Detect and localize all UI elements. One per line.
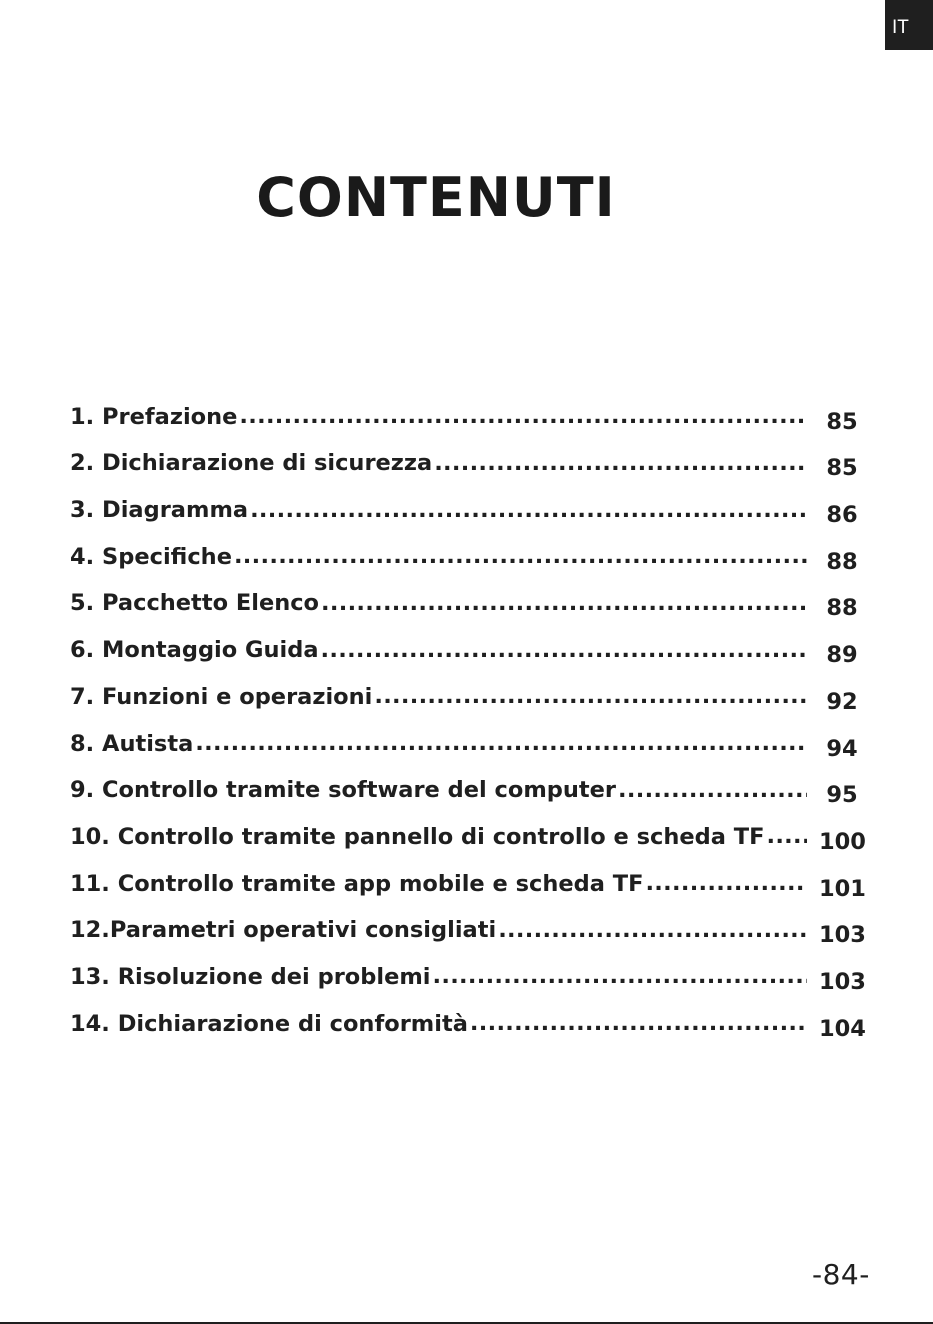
toc-leader-dots xyxy=(431,962,808,992)
toc-entry[interactable] xyxy=(70,805,866,855)
toc-entry[interactable] xyxy=(70,945,866,995)
toc-leader-dots xyxy=(468,1009,807,1039)
toc-entry-page: 94 xyxy=(826,735,858,762)
toc-entry-label: 8. Autista xyxy=(70,730,194,757)
toc-entry-page: 86 xyxy=(826,502,858,529)
toc-entry[interactable] xyxy=(70,665,865,715)
toc-entry[interactable] xyxy=(70,385,865,435)
toc-entry[interactable] xyxy=(70,525,865,575)
toc-leader-dots xyxy=(372,682,807,712)
toc-leader-dots xyxy=(764,822,807,852)
toc-entry-page: 101 xyxy=(819,875,866,902)
toc-entry-page: 85 xyxy=(826,455,858,482)
toc-leader-dots xyxy=(237,402,807,432)
table-of-contents xyxy=(70,385,866,1042)
toc-leader-dots xyxy=(248,495,807,525)
toc-entry-label: 2. Dichiarazione di sicurezza xyxy=(70,450,433,477)
toc-entry-label: 10. Controllo tramite pannello di controllo e scheda TF xyxy=(70,823,765,850)
toc-entry-page: 89 xyxy=(826,642,858,669)
toc-entry-page: 88 xyxy=(826,595,858,622)
toc-entry-label: 7. Funzioni e operazioni xyxy=(70,683,373,710)
toc-entry-page: 95 xyxy=(826,782,858,809)
toc-entry-page: 100 xyxy=(819,828,866,855)
toc-entry-label: 14. Dichiarazione di conformità xyxy=(70,1010,468,1037)
toc-entry[interactable] xyxy=(70,852,866,902)
toc-entry[interactable] xyxy=(70,618,865,669)
toc-entry-label: 3. Diagramma xyxy=(70,497,249,524)
toc-entry-page: 88 xyxy=(826,548,858,575)
toc-entry[interactable] xyxy=(70,712,865,762)
toc-entry[interactable] xyxy=(70,572,865,622)
toc-entry-page: 85 xyxy=(826,408,858,435)
toc-leader-dots xyxy=(193,729,807,759)
language-tab: IT xyxy=(885,0,933,50)
toc-entry-label: 4. Specifiche xyxy=(70,543,232,570)
toc-leader-dots xyxy=(616,775,807,805)
toc-entry-label: 5. Pacchetto Elenco xyxy=(70,590,320,617)
toc-leader-dots xyxy=(319,588,807,618)
toc-entry[interactable] xyxy=(70,432,865,482)
toc-entry[interactable] xyxy=(70,759,865,809)
toc-entry-page: 92 xyxy=(826,688,858,715)
toc-entry-label: 9. Controllo tramite software del computer xyxy=(70,777,617,804)
toc-entry-page: 103 xyxy=(819,922,866,949)
toc-entry-label: 11. Controllo tramite app mobile e scheda TF xyxy=(70,870,644,897)
toc-entry[interactable] xyxy=(70,478,865,529)
toc-leader-dots xyxy=(319,635,807,665)
toc-entry-label: 13. Risoluzione dei problemi xyxy=(70,963,431,990)
toc-entry[interactable] xyxy=(70,899,866,949)
toc-leader-dots xyxy=(232,542,807,572)
toc-leader-dots xyxy=(496,915,807,945)
toc-entry-label: 1. Prefazione xyxy=(70,403,238,430)
toc-entry-label: 12.Parametri operativi consigliati xyxy=(70,917,497,944)
toc-entry[interactable] xyxy=(70,992,866,1042)
toc-leader-dots xyxy=(432,448,807,478)
toc-entry-label: 6. Montaggio Guida xyxy=(70,637,319,664)
toc-leader-dots xyxy=(643,869,807,899)
page-title: CONTENUTI xyxy=(256,166,616,229)
toc-entry-page: 104 xyxy=(819,1015,866,1042)
toc-entry-page: 103 xyxy=(819,968,866,995)
page-number: -84- xyxy=(812,1258,870,1291)
